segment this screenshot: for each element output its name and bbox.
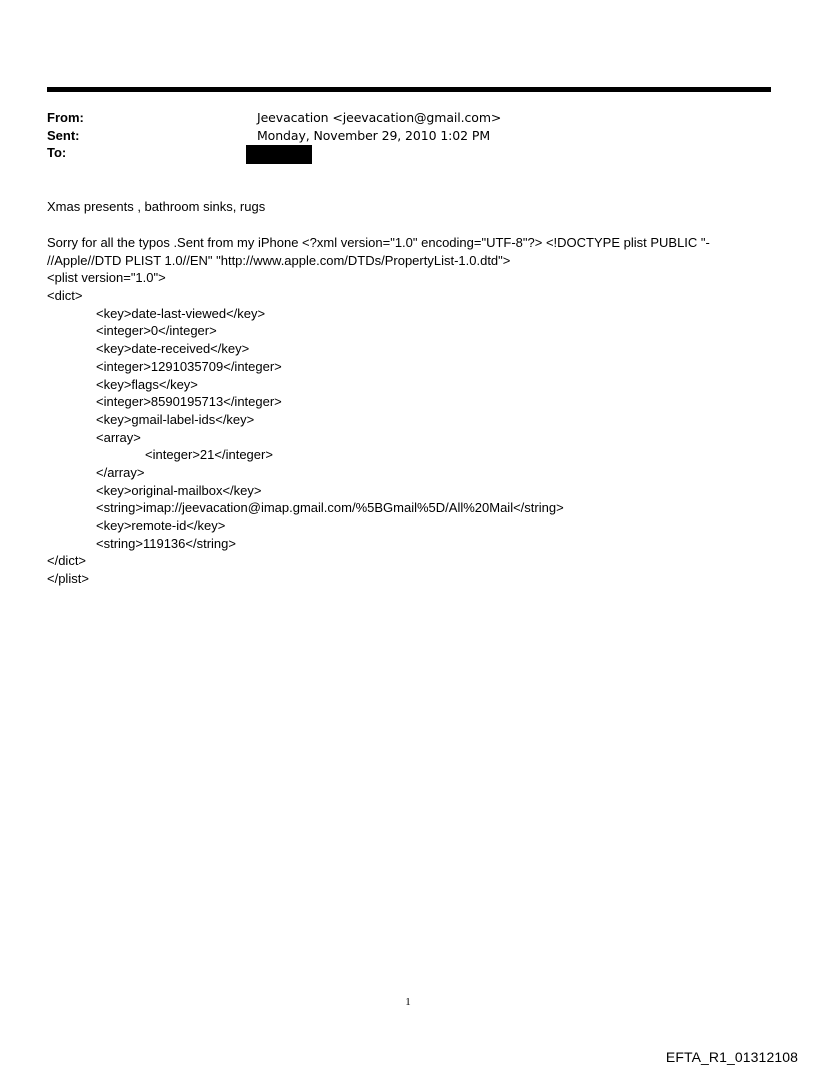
body-line: </array> [96,464,145,480]
body-line: <plist version="1.0"> [47,270,166,286]
sent-label: Sent: [47,127,80,143]
body-line: <integer>0</integer> [96,323,217,339]
body-line: <key>date-received</key> [96,341,250,357]
from-label: From: [47,110,84,125]
header-divider [47,87,771,92]
body-line: <dict> [47,288,83,304]
from-value: Jeevacation <jeevacation@gmail.com> [257,110,502,125]
body-line: <integer>1291035709</integer> [96,358,282,374]
body-line: </plist> [47,571,89,587]
email-header [47,109,771,162]
body-line: <string>119136</string> [96,535,236,551]
sent-value: Monday, November 29, 2010 1:02 PM [257,127,490,143]
from-row [47,109,771,127]
page-number: 1 [405,996,411,1008]
to-row [47,144,771,162]
body-line: <key>gmail-label-ids</key> [96,411,255,427]
body-line: Sorry for all the typos .Sent from my iPhone <?xml version="1.0" encoding="UTF-8"?> <!DOCTYPE plist PUBLIC "- [47,235,710,250]
body-line: </dict> [47,553,87,569]
sent-row [47,127,771,145]
to-label: To: [47,145,67,160]
body-line: <integer>21</integer> [145,447,273,463]
body-line: <array> [96,429,141,445]
redaction-box [246,145,312,164]
body-line: <key>date-last-viewed</key> [96,305,266,321]
document-id: EFTA_R1_01312108 [665,1049,798,1065]
body-line: <string>imap://jeevacation@imap.gmail.com/%5BGmail%5D/All%20Mail</string> [96,500,564,516]
body-line: <key>original-mailbox</key> [96,482,262,498]
email-body [47,234,771,588]
body-line: //Apple//DTD PLIST 1.0//EN" "http://www.apple.com/DTDs/PropertyList-1.0.dtd"> [47,252,511,268]
body-line: <integer>8590195713</integer> [96,394,282,410]
body-line: <key>remote-id</key> [96,518,226,533]
body-line: <key>flags</key> [96,376,198,392]
email-subject: Xmas presents , bathroom sinks, rugs [47,199,266,214]
